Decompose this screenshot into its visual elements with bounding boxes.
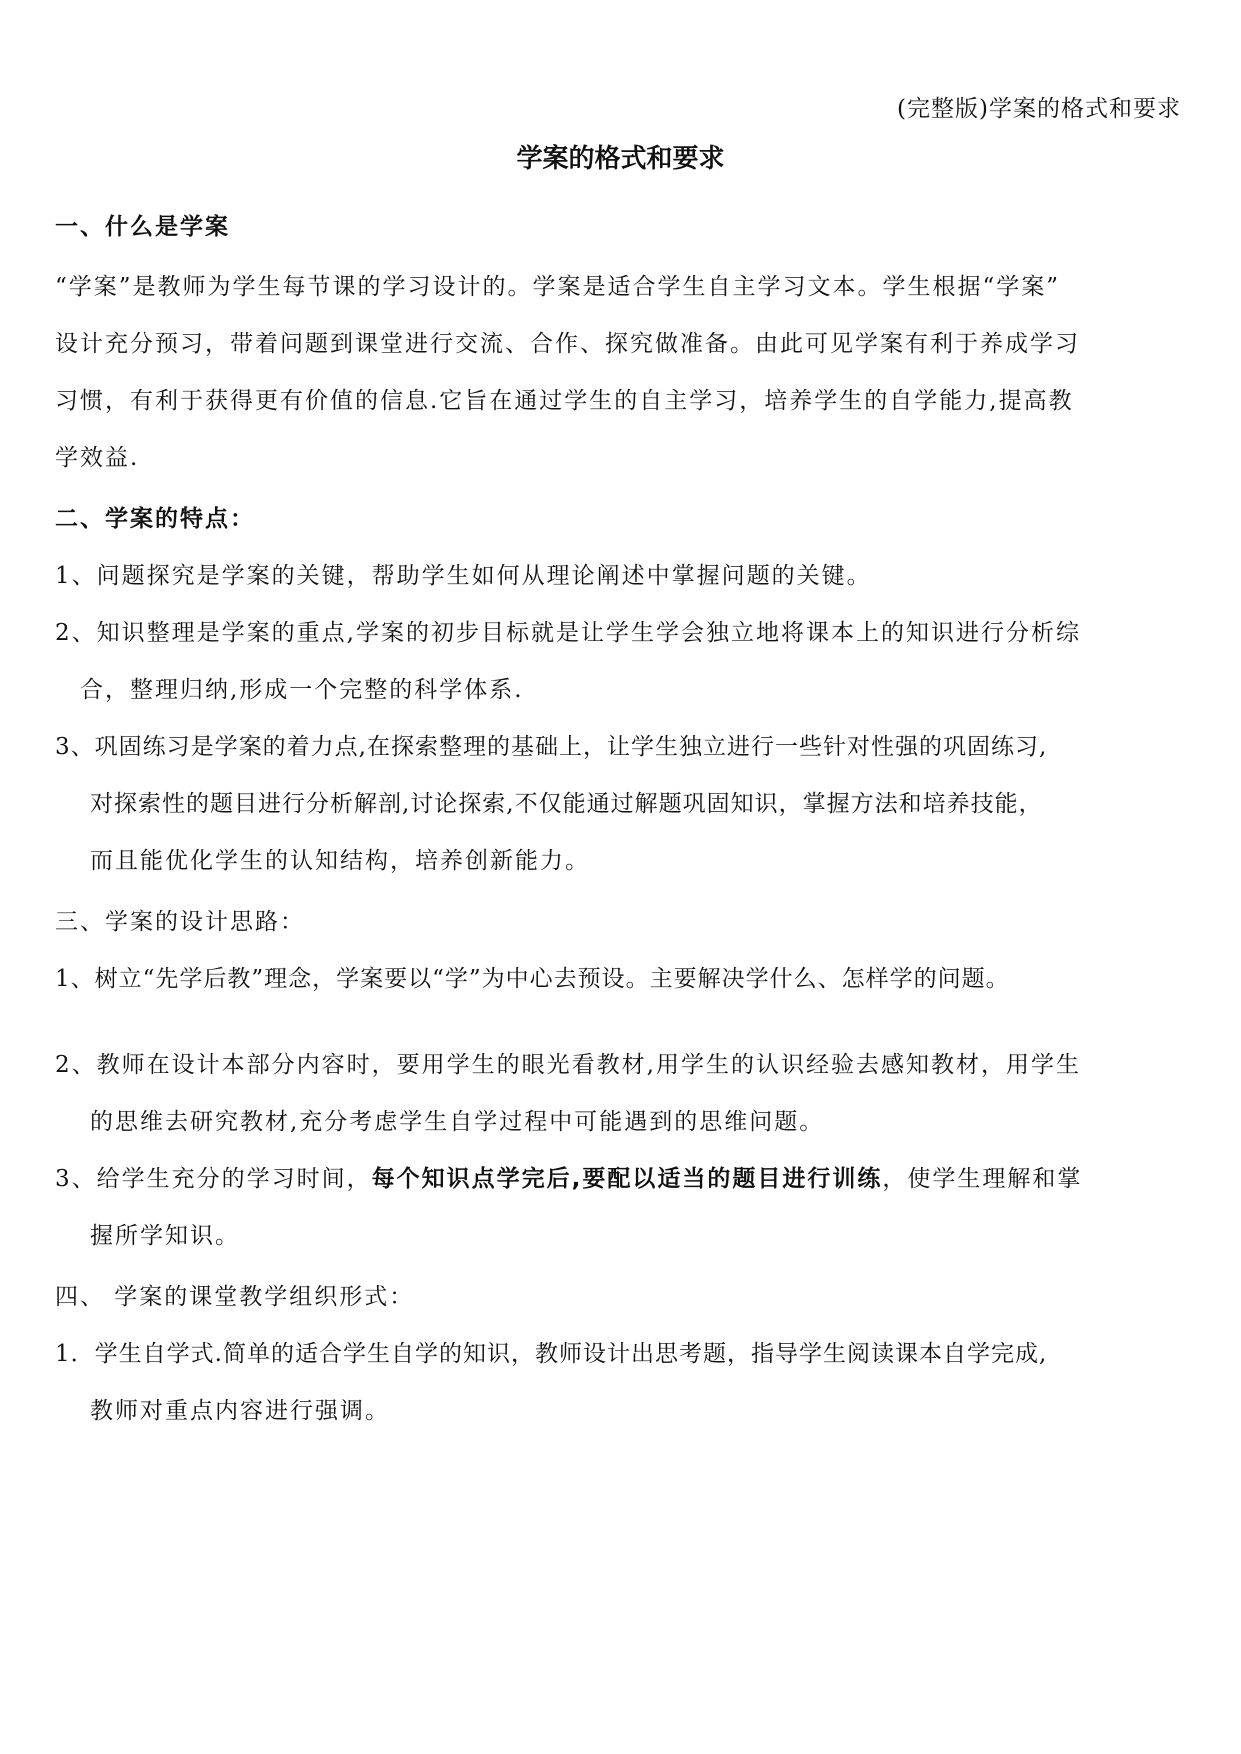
list-item-continuation: 教师对重点内容进行强调。 [90,1398,390,1424]
paragraph-line: 设计充分预习，带着问题到课堂进行交流、合作、探究做准备。由此可见学案有利于养成学习 [55,331,1080,357]
paragraph-line: “学案”是教师为学生每节课的学习设计的。学案是适合学生自主学习文本。学生根据“学案” [55,274,1061,300]
list-item-continuation: 合，整理归纳,形成一个完整的科学体系. [80,677,524,703]
section-heading-2: 二、学案的特点： [55,506,255,532]
list-item-continuation: 而且能优化学生的认知结构，培养创新能力。 [90,848,590,874]
list-item: 2、知识整理是学案的重点,学案的初步目标就是让学生学会独立地将课本上的知识进行分析综 [55,620,1081,646]
section-heading-3: 三、学案的设计思路： [55,909,305,935]
list-item-continuation: 对探索性的题目进行分析解剖,讨论探索,不仅能通过解题巩固知识，掌握方法和培养技能， [90,791,1043,817]
section-heading-4: 四、 学案的课堂教学组织形式： [55,1284,415,1310]
list-item [55,1160,1082,1193]
paragraph-line: 学效益. [55,445,140,471]
list-item-continuation: 的思维去研究教材,充分考虑学生自学过程中可能遇到的思维问题。 [90,1109,825,1135]
header-note: (完整版)学案的格式和要求 [897,96,1181,122]
paragraph-line: 习惯，有利于获得更有价值的信息.它旨在通过学生的自主学习，培养学生的自学能力,提高教 [55,388,1074,414]
section-heading-1: 一、什么是学案 [55,214,230,240]
document-title: 学案的格式和要求 [516,144,725,174]
list-item: 3、巩固练习是学案的着力点,在探索整理的基础上，让学生独立进行一些针对性强的巩固练习, [55,734,1048,760]
list-item-text: 3、给学生充分的学习时间， [55,1166,372,1192]
emphasized-text: 每个知识点学完后,要配以适当的题目进行训练 [371,1166,883,1192]
list-item: 1、树立“先学后教”理念，学案要以“学”为中心去预设。主要解决学什么、怎样学的问题。 [55,966,1010,992]
list-item: 2、教师在设计本部分内容时，要用学生的眼光看教材,用学生的认识经验去感知教材，用学生 [55,1052,1081,1078]
list-item-continuation: 握所学知识。 [90,1223,240,1249]
list-item-text: ，使学生理解和掌 [882,1166,1083,1192]
list-item: 1、问题探究是学案的关键，帮助学生如何从理论阐述中掌握问题的关键。 [55,563,872,589]
list-item: 1．学生自学式.简单的适合学生自学的知识，教师设计出思考题，指导学生阅读课本自学完成, [55,1341,1048,1367]
